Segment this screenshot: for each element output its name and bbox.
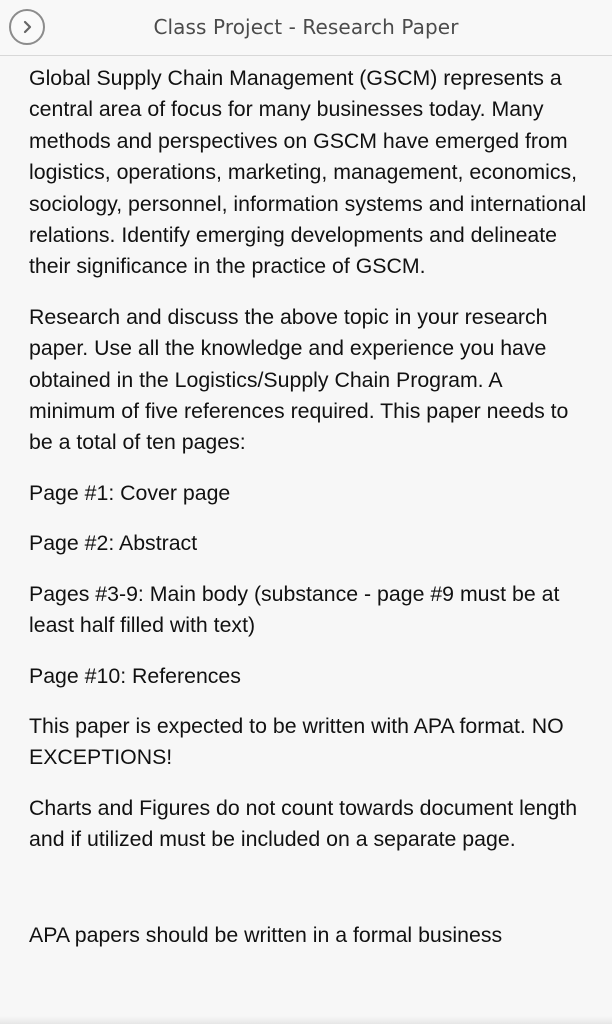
pages-3-9-item: Pages #3-9: Main body (substance - page #9 must be at least half filled with text) xyxy=(29,581,560,638)
page-title: Class Project - Research Paper xyxy=(153,15,459,39)
page-2-item: Page #2: Abstract xyxy=(29,531,198,556)
top-bar xyxy=(0,0,612,56)
bottom-shadow xyxy=(0,1016,612,1024)
apa-writing-note: APA papers should be written in a formal business xyxy=(29,922,503,947)
document-content xyxy=(29,63,587,970)
charts-figures-note: Charts and Figures do not count towards document length and if utilized must be included on a separate page. xyxy=(29,795,578,852)
spacer xyxy=(29,875,587,920)
paragraph-intro: Global Supply Chain Management (GSCM) represents a central area of focus for many businesses today. Many methods and perspectives on GSCM have emerged from logistics, operations, marketing, management, economics, sociology, personnel, information systems and international relations. Identify emerging developments and delineate their significance in the practice of GSCM. xyxy=(29,66,587,279)
paragraph-instructions: Research and discuss the above topic in your research paper. Use all the knowledge and experience you have obtained in the Logistics/Supply Chain Program. A minimum of five references required. This paper needs to be a total of ten pages: xyxy=(29,304,569,455)
page-10-item: Page #10: References xyxy=(29,663,241,688)
apa-format-note: This paper is expected to be written with APA format. NO EXCEPTIONS! xyxy=(29,713,564,770)
page-1-item: Page #1: Cover page xyxy=(29,480,231,505)
